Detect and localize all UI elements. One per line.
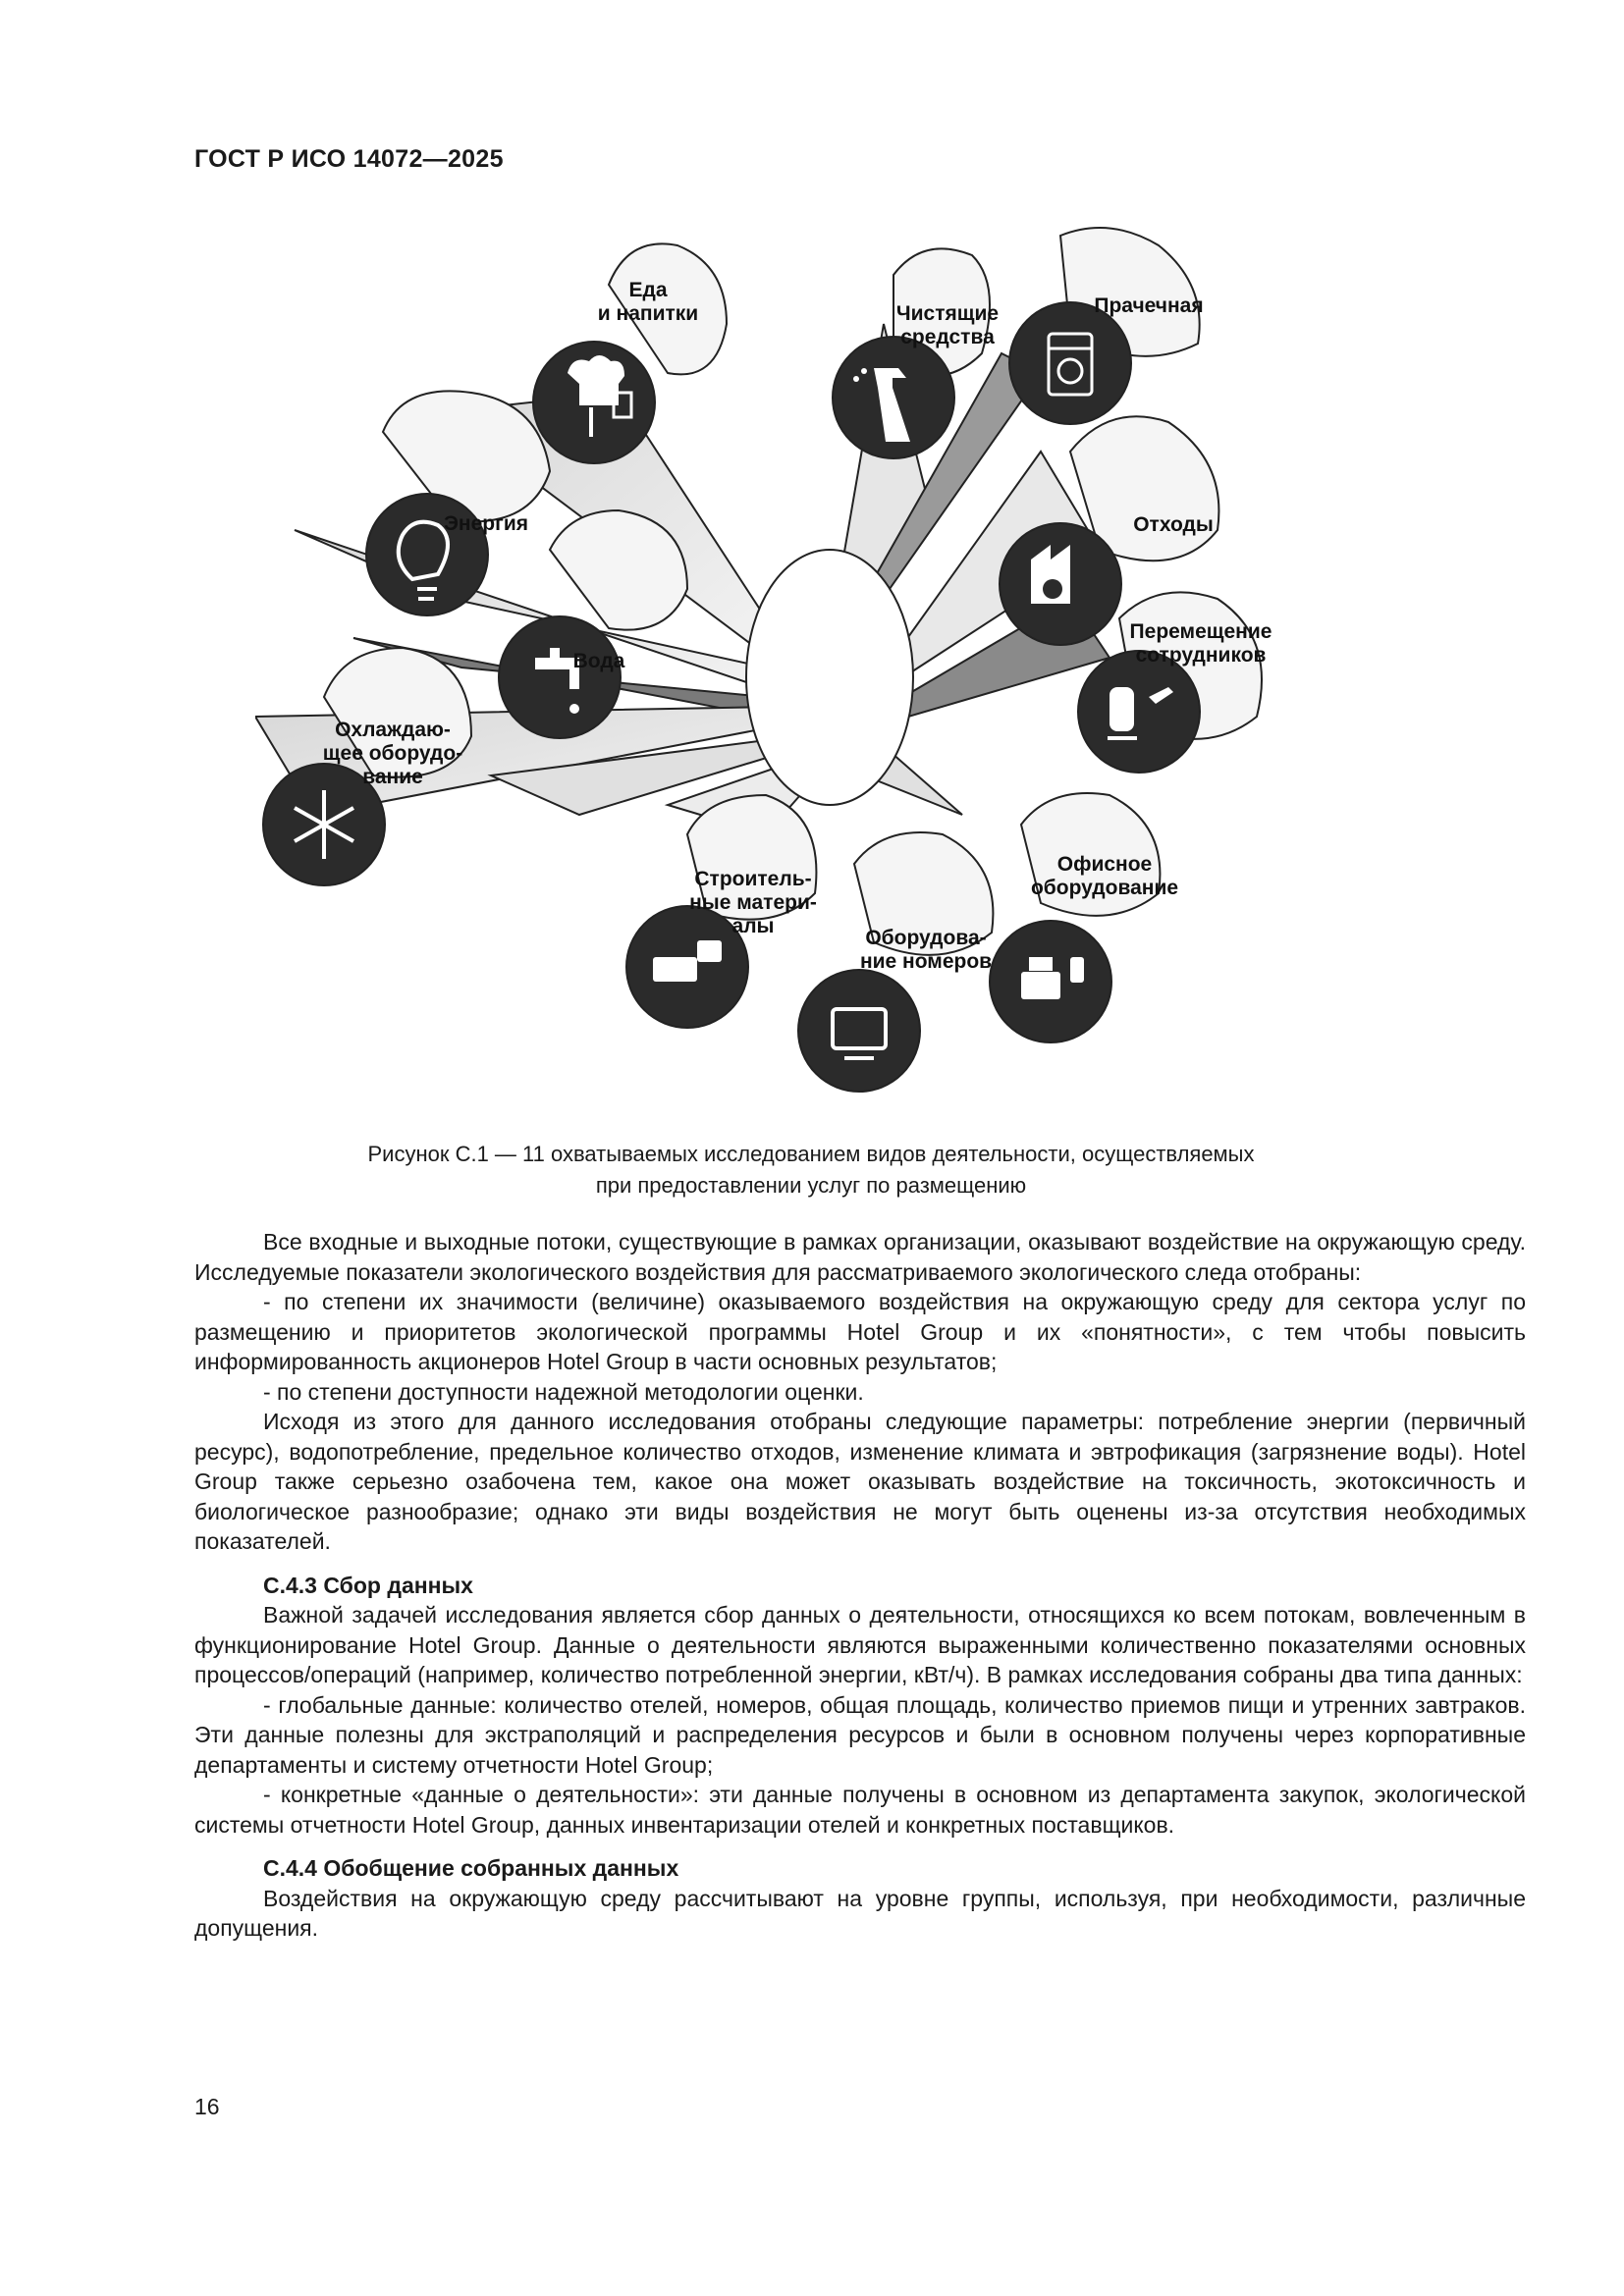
svg-text:Охлаждаю-щее оборудо-вание: Охлаждаю-щее оборудо-вание <box>322 719 463 788</box>
section-heading: С.4.4 Обобщение собранных данных <box>263 1855 679 1881</box>
paragraph: Исходя из этого для данного исследования отобраны следующие параметры: потребление энергии (первичный ресурс), водопотребление, предельное количество отходов, изменение климата и эвтрофикация (загрязнение воды). Hotel Group также серьезно озабочена тем, какое она может оказывать воздействие на токсичность, экотоксичность и биологическое разнообразие; однако эти виды воздействия не могут быть оценены из-за отсутствия необходимых показателей. <box>194 1409 1526 1554</box>
activities-diagram <box>255 226 1453 1109</box>
node-building <box>626 795 817 1028</box>
svg-text:Строитель-ные матери-алы: Строитель-ные матери-алы <box>689 868 817 937</box>
svg-text:Перемещениесотрудников: Перемещение сотрудников <box>1129 620 1272 667</box>
body-text <box>194 1227 1526 1944</box>
document-header: ГОСТ Р ИСО 14072—2025 <box>194 145 504 173</box>
node-office <box>990 793 1178 1042</box>
bullet: - конкретные «данные о деятельности»: эти данные получены в основном из департамента закупок, экологической системы отчетности Hotel Group, данных инвентаризации отелей и конкретных поставщиков. <box>194 1782 1526 1838</box>
svg-text:Прачечная: Прачечная <box>1094 294 1204 317</box>
figure-caption-line-1: Рисунок С.1 — 11 охватываемых исследованием видов деятельности, осуществляемых <box>367 1142 1255 1166</box>
svg-text:Едаи напитки: Еда и напитки <box>597 279 699 325</box>
figure-caption-line-2: при предоставлении услуг по размещению <box>595 1173 1027 1198</box>
section-heading: С.4.3 Сбор данных <box>263 1572 473 1598</box>
svg-text:Офисноеоборудование: Офисное оборудование <box>1030 853 1179 899</box>
bullet: - глобальные данные: количество отелей, номеров, общая площадь, количество приемов пищи и утренних завтраков. Эти данные полезны для экстраполяций и распределения ресурсов и были в основном получены через корпоративные департаменты и систему отчетности Hotel Group; <box>194 1691 1526 1778</box>
page-number: 16 <box>194 2094 220 2119</box>
paragraph: Воздействия на окружающую среду рассчитывают на уровне группы, используя, при необходимости, различные допущения. <box>194 1885 1526 1941</box>
node-water <box>499 510 687 738</box>
node-rooms <box>798 832 993 1092</box>
node-energy <box>366 391 550 615</box>
svg-text:Чистящиесредства: Чистящие средства <box>895 302 1000 348</box>
paragraph: Важной задачей исследования является сбор данных о деятельности, относящихся ко всем потокам, вовлеченным в функционирование Hotel Group. Данные о деятельности являются выраженными количественно показателями основных процессов/операций (например, количество потребленной энергии, кВт/ч). В рамках исследования собраны два типа данных: <box>194 1602 1526 1687</box>
node-food <box>533 243 727 463</box>
svg-text:Энергия: Энергия <box>443 512 529 535</box>
bullet: - по степени их значимости (величине) оказываемого воздействия на окружающую среду для сектора услуг по размещению и приоритетов экологической программы Hotel Group и их «понятности», с тем чтобы повысить информированность акционеров Hotel Group в части основных результатов; <box>194 1289 1526 1374</box>
svg-text:Отходы: Отходы <box>1133 513 1214 536</box>
bullet: - по степени доступности надежной методологии оценки. <box>263 1378 864 1405</box>
paragraph: Все входные и выходные потоки, существующие в рамках организации, оказывают воздействие на окружающую среду. Исследуемые показатели экологического воздействия для рассматриваемого экологического следа отобраны: <box>194 1229 1526 1285</box>
svg-text:Вода: Вода <box>572 650 625 672</box>
svg-text:Оборудова-ние номеров: Оборудова-ние номеров <box>859 927 993 973</box>
center-ellipse <box>746 550 913 805</box>
node-laundry <box>1009 228 1204 424</box>
